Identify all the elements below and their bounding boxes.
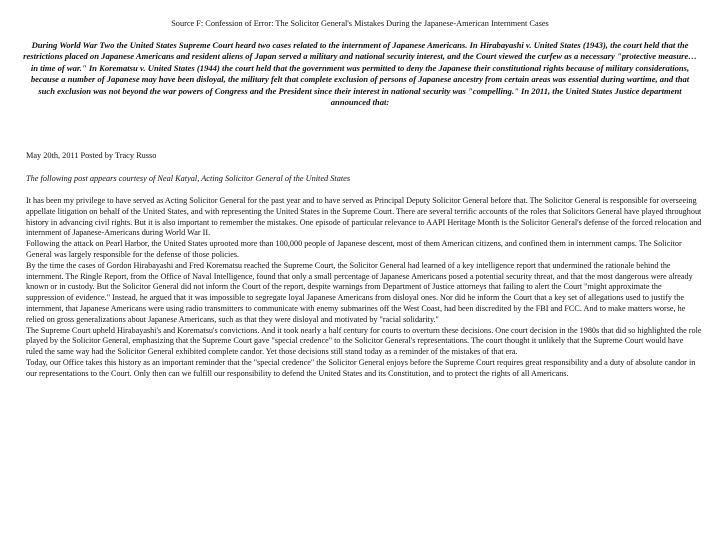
body-paragraph: It has been my privilege to have served as Acting Solicitor General for the past year and to have served as Principal Deputy Solicitor General before that. The Solicitor General is responsible for overseeing appellate litigation on behalf of the United States, and with representing the United States in the Supreme Court. There are several terrific accounts of the roles that Solicitors General have played throughout history in advancing civil rights. But it is also important to remember the mistakes. One episode of particular relevance to AAPI Heritage Month is the Solicitor General's defense of the forced relocation and internment of Japanese-Americans during World War II. (26, 196, 702, 238)
body-paragraph: Today, our Office takes this history as an important reminder that the "special credence" the Solicitor General enjoys before the Supreme Court requires great responsibility and a duty of absolute candor in our representations to the Court. Only then can we fulfill our responsibility to defend the United States and its Constitution, and to protect the rights of all Americans. (26, 357, 696, 378)
post-body (26, 196, 702, 380)
post-byline: May 20th, 2011 Posted by Tracy Russo (26, 151, 157, 160)
body-paragraph: Following the attack on Pearl Harbor, the United States uprooted more than 100,000 people of Japanese descent, most of them American citizens, and confined them in internment camps. The Solicitor General was largely responsible for the defense of those policies. (26, 239, 682, 259)
courtesy-note: The following post appears courtesy of Neal Katyal, Acting Solicitor General of the United States (26, 174, 351, 183)
body-paragraph: By the time the cases of Gordon Hirabayashi and Fred Korematsu reached the Supreme Court, the Solicitor General had learned of a key intelligence report that undermined the rationale behind the internment. The Ringle Report, from the Office of Naval Intelligence, found that only a small percentage of Japanese Americans posed a potential security threat, and that the most dangerous were already known or in custody. But the Solicitor General did not inform the Court of the report, despite warnings from Department of Justice attorneys that failing to alert the Court "might approximate the suppression of evidence." Instead, he argued that it was impossible to segregate loyal Japanese Americans from disloyal ones. Nor did he inform the Court that a key set of allegations used to justify the internment, that Japanese Americans were using radio transmitters to communicate with enemy submarines off the West Coast, had been discredited by the FBI and FCC. And to make matters worse, he relied on gross generalizations about Japanese Americans, such as that they were disloyal and motivated by "racial solidarity." (26, 260, 693, 324)
intro-summary: During World War Two the United States Supreme Court heard two cases related to the internment of Japanese Americans. In Hirabayashi v. United States (1943), the court held that the restrictions placed on Japanese Americans and resident aliens of Japan served a military and national security interest, and the Court viewed the curfew as a necessary "protective measure…in time of war." In Korematsu v. United States (1944) the court held that the government was permitted to deny the Japanese their constitutional rights because of military considerations, because a number of Japanese may have been disloyal, the military felt that complete exclusion of persons of Japanese ancestry from certain areas was essential during wartime, and that such exclusion was not beyond the war powers of Congress and the President since their interest in national security was "compelling." In 2011, the United States Justice department announced that: (23, 40, 697, 108)
source-title: Source F: Confession of Error: The Solicitor General's Mistakes During the Japanese-American Internment Cases (171, 19, 549, 28)
body-paragraph: The Supreme Court upheld Hirabayashi's and Korematsu's convictions. And it took nearly a half century for courts to overturn these decisions. One court decision in the 1980s that did so highlighted the role played by the Solicitor General, emphasizing that the Supreme Court gave "special credence" to the Solicitor General's representations. The court thought it unlikely that the Supreme Court would have ruled the same way had the Solicitor General exhibited complete candor. Yet those decisions still stand today as a reminder of the mistakes of that era. (26, 325, 702, 357)
